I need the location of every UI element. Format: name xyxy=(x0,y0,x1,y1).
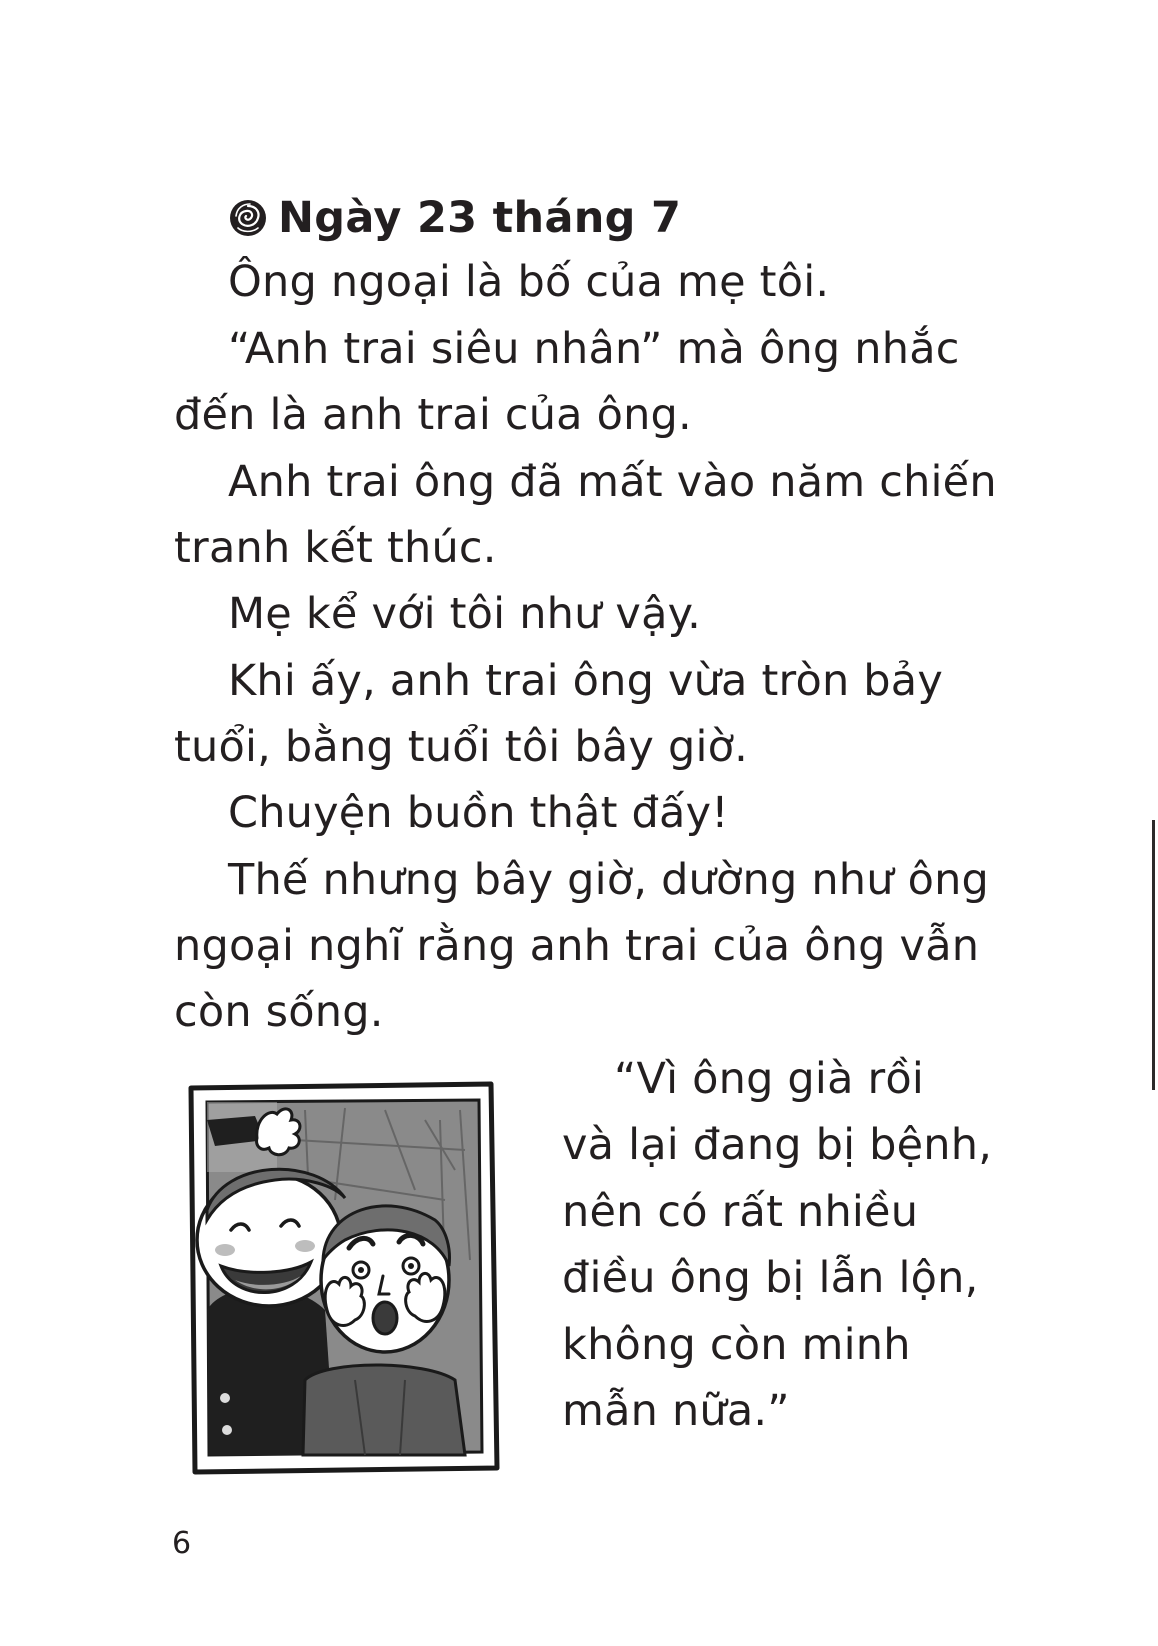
text-line: Chuyện buồn thật đấy! xyxy=(228,788,729,838)
text-line: ngoại nghĩ rằng anh trai của ông vẫn xyxy=(174,921,980,971)
text-line: còn sống. xyxy=(174,987,384,1037)
text-line: Anh trai ông đã mất vào năm chiến xyxy=(228,457,997,507)
text-line: Khi ấy, anh trai ông vừa tròn bảy xyxy=(228,656,943,706)
text-line: tuổi, bằng tuổi tôi bây giờ. xyxy=(174,722,748,772)
side-text-line: và lại đang bị bệnh, xyxy=(562,1120,993,1170)
framed-photo-two-boys-illustration xyxy=(185,1080,500,1475)
text-line: Thế nhưng bây giờ, dường như ông xyxy=(228,855,990,905)
side-text-line: mẫn nữa.” xyxy=(562,1386,790,1436)
side-text-line: điều ông bị lẫn lộn, xyxy=(562,1253,979,1303)
rose-icon xyxy=(228,198,268,238)
diary-date-heading xyxy=(228,188,681,248)
text-line: đến là anh trai của ông. xyxy=(174,390,692,440)
side-text-line: “Vì ông già rồi xyxy=(614,1054,925,1104)
diary-date-text: Ngày 23 tháng 7 xyxy=(278,193,682,243)
text-line: Mẹ kể với tôi như vậy. xyxy=(228,589,702,639)
side-text-line: nên có rất nhiều xyxy=(562,1187,919,1237)
text-line: Ông ngoại là bố của mẹ tôi. xyxy=(228,257,830,307)
page-edge-mark xyxy=(1152,820,1155,1090)
text-line: tranh kết thúc. xyxy=(174,523,497,573)
side-text-line: không còn minh xyxy=(562,1320,911,1370)
text-line: “Anh trai siêu nhân” mà ông nhắc xyxy=(228,324,960,374)
page-number: 6 xyxy=(172,1526,192,1561)
